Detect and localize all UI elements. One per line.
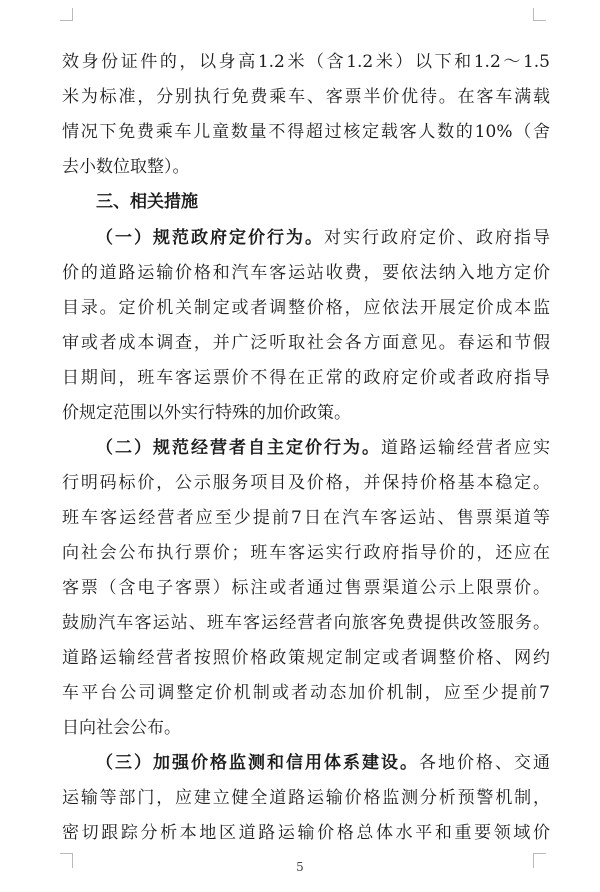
paragraph-lead: （二）规范经营者自主定价行为。 xyxy=(96,438,381,458)
text-line: 目录。定价机关制定或者调整价格，应依法开展定价成本监 xyxy=(62,298,550,318)
crop-mark-top-left xyxy=(60,8,73,21)
text-line: 效身份证件的，以身高1.2米（含1.2米）以下和1.2～1.5 xyxy=(62,52,550,72)
page-number: 5 xyxy=(296,860,304,874)
paragraph-text: 道路运输经营者应实 xyxy=(381,438,550,458)
text-line: 价规定范围以外实行特殊的加价政策。 xyxy=(62,403,351,423)
text-line: 行明码标价，公示服务项目及价格，并保持价格基本稳定。 xyxy=(62,473,550,493)
paragraph-lead: （三）加强价格监测和信用体系建设。 xyxy=(96,753,419,773)
text-line: 向社会公布执行票价；班车客运实行政府指导价的，还应在 xyxy=(62,543,550,563)
paragraph-text: 对实行政府定价、政府指导 xyxy=(324,228,550,248)
text-line: 去小数位取整）。 xyxy=(62,157,190,177)
text-line: 道路运输经营者按照价格政策规定制定或者调整价格、网约 xyxy=(62,648,550,668)
crop-mark-top-right xyxy=(533,8,546,21)
text-line: 日期间，班车客运票价不得在正常的政府定价或者政府指导 xyxy=(62,368,550,388)
text-line: 审或者成本调查，并广泛听取社会各方面意见。春运和节假 xyxy=(62,333,550,353)
text-line: 班车客运经营者应至少提前7日在汽车客运站、售票渠道等 xyxy=(62,508,550,528)
paragraph-lead: （一）规范政府定价行为。 xyxy=(96,228,324,248)
text-line: 鼓励汽车客运站、班车客运经营者向旅客免费提供改签服务。 xyxy=(62,613,550,633)
paragraph-text: 各地价格、交通 xyxy=(419,753,550,773)
section-heading: 三、相关措施 xyxy=(96,192,198,212)
paragraph-first-line xyxy=(96,437,550,459)
text-line: 车平台公司调整定价机制或者动态加价机制，应至少提前7 xyxy=(62,683,550,703)
text-line: 运输等部门，应建立健全道路运输价格监测分析预警机制， xyxy=(62,788,550,808)
paragraph-first-line xyxy=(96,752,550,774)
text-line: 密切跟踪分析本地区道路运输价格总体水平和重要领域价 xyxy=(62,823,550,843)
text-line: 米为标准，分别执行免费乘车、客票半价优待。在客车满载 xyxy=(62,87,550,107)
text-line: 价的道路运输价格和汽车客运站收费，要依法纳入地方定价 xyxy=(62,263,550,283)
text-line: 客票（含电子客票）标注或者通过售票渠道公示上限票价。 xyxy=(62,578,550,598)
text-line: 日向社会公布。 xyxy=(62,718,181,738)
paragraph-first-line xyxy=(96,227,550,249)
text-line: 情况下免费乘车儿童数量不得超过核定载客人数的10%（舍 xyxy=(62,122,550,142)
